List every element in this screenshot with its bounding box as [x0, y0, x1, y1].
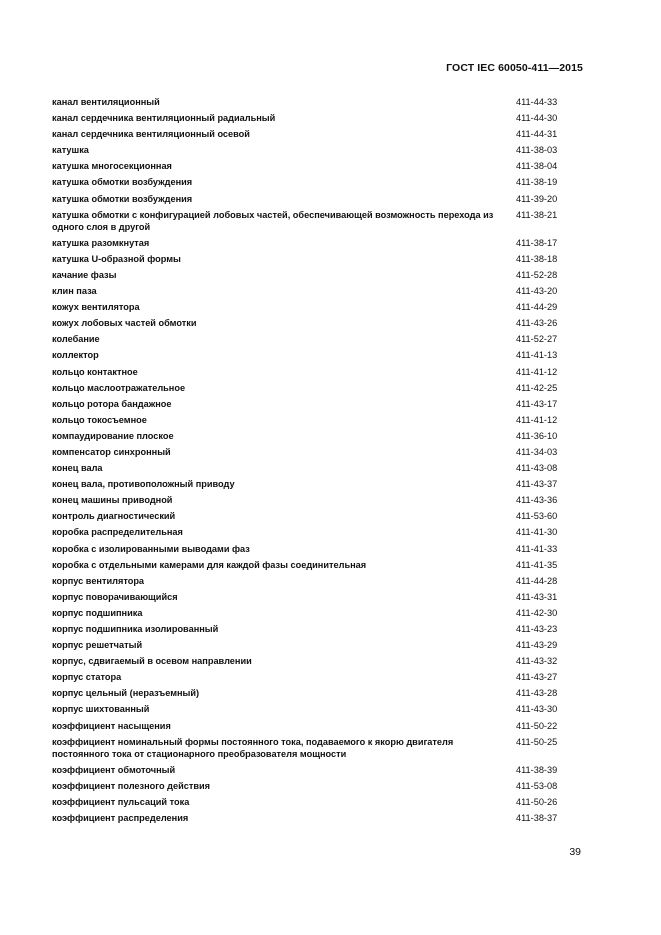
entry-code: 411-36-10 — [516, 430, 558, 441]
entry-term: катушка обмотки с конфигурацией лобовых частей, обеспечивающей возможность перехода из одного слоя в другой — [52, 209, 494, 232]
entry-term: конец вала — [52, 463, 103, 474]
entry-term: коробка с отдельными камерами для каждой фазы соединительная — [52, 559, 367, 570]
entry-code: 411-38-03 — [516, 145, 558, 156]
index-entry — [52, 494, 580, 506]
index-entry — [52, 703, 580, 715]
index-entry — [52, 446, 580, 458]
entry-code: 411-42-25 — [516, 382, 558, 393]
entry-code: 411-52-27 — [516, 334, 558, 345]
entry-term: конец машины приводной — [52, 495, 173, 506]
entry-code: 411-41-12 — [516, 366, 558, 377]
entry-code: 411-43-31 — [516, 591, 558, 602]
entry-term: корпус подшипника — [52, 607, 143, 618]
entry-term: коробка с изолированными выводами фаз — [52, 543, 250, 554]
index-entry — [52, 526, 580, 538]
entry-code: 411-43-23 — [516, 624, 558, 634]
entry-term: кольцо токосъемное — [52, 414, 147, 425]
index-entry — [52, 237, 580, 249]
entry-term: катушка обмотки возбуждения — [52, 193, 193, 204]
index-entry — [52, 269, 580, 281]
entry-term: кольцо маслоотражательное — [52, 382, 186, 393]
index-entry — [52, 812, 580, 824]
entry-code: 411-38-17 — [516, 237, 558, 248]
index-entry — [52, 720, 580, 732]
entry-code: 411-41-33 — [516, 543, 558, 554]
entry-code: 411-44-31 — [516, 129, 558, 140]
index-entry — [52, 414, 580, 426]
index-entry — [52, 655, 580, 667]
entry-term: канал сердечника вентиляционный радиальный — [52, 113, 276, 124]
index-entry — [52, 317, 580, 329]
entry-term: коллектор — [52, 350, 99, 361]
entry-code: 411-42-30 — [516, 607, 558, 618]
entry-term: катушка разомкнутая — [52, 237, 150, 248]
index-entry — [52, 687, 580, 699]
entry-code: 411-43-17 — [516, 398, 558, 409]
index-entry — [52, 209, 580, 233]
index-entry — [52, 430, 580, 442]
entry-code: 411-43-27 — [516, 672, 558, 683]
index-entry — [52, 176, 580, 188]
index-entry — [52, 160, 580, 172]
entry-term: кожух лобовых частей обмотки — [52, 318, 197, 329]
entry-term: корпус, сдвигаемый в осевом направлении — [52, 656, 252, 667]
index-entry — [52, 736, 580, 760]
index-entry — [52, 333, 580, 345]
entry-code: 411-50-22 — [516, 720, 558, 731]
index-entry — [52, 301, 580, 313]
entry-term: коэффициент распределения — [52, 813, 189, 824]
entry-code: 411-50-25 — [516, 736, 558, 747]
entry-term: корпус подшипника изолированный — [52, 624, 219, 634]
entry-term: канал сердечника вентиляционный осевой — [52, 129, 250, 140]
entry-code: 411-43-28 — [516, 688, 558, 699]
index-entry — [52, 510, 580, 522]
index-entry — [52, 253, 580, 265]
index-entry — [52, 780, 580, 792]
entry-code: 411-41-13 — [516, 350, 558, 361]
entry-code: 411-43-37 — [516, 479, 558, 490]
entry-term: коэффициент насыщения — [52, 720, 171, 731]
entry-code: 411-52-28 — [516, 269, 558, 280]
entry-term: коэффициент полезного действия — [52, 780, 210, 791]
entry-code: 411-38-21 — [516, 209, 558, 220]
entry-code: 411-41-30 — [516, 527, 558, 538]
entry-code: 411-50-26 — [516, 796, 558, 807]
index-entry — [52, 144, 580, 156]
index-entry — [52, 764, 580, 776]
entry-code: 411-53-08 — [516, 780, 558, 791]
index-entry — [52, 671, 580, 683]
index-entry — [52, 96, 580, 108]
index-entry — [52, 796, 580, 808]
index-entry — [52, 462, 580, 474]
entry-term: катушка многосекционная — [52, 161, 172, 172]
index-entry — [52, 478, 580, 490]
index-entry — [52, 575, 580, 587]
entry-code: 411-43-20 — [516, 286, 558, 297]
entry-code: 411-43-26 — [516, 318, 558, 329]
entry-code: 411-38-39 — [516, 764, 558, 775]
index-entry — [52, 398, 580, 410]
entry-term: корпус шихтованный — [52, 704, 150, 715]
entry-code: 411-44-30 — [516, 113, 558, 124]
index-entry — [52, 559, 580, 571]
entry-term: колебание — [52, 334, 100, 345]
entry-term: коробка распределительная — [52, 527, 183, 538]
entry-term: корпус вентилятора — [52, 575, 145, 586]
entry-code: 411-43-36 — [516, 495, 558, 506]
index-entry — [52, 112, 580, 124]
entry-code: 411-41-12 — [516, 414, 558, 425]
entry-term: компаудирование плоское — [52, 430, 174, 441]
entry-term: катушка — [52, 145, 89, 156]
index-entry — [52, 285, 580, 297]
entry-code: 411-43-08 — [516, 463, 558, 474]
entry-term: катушка U-образной формы — [52, 253, 181, 264]
entry-term: канал вентиляционный — [52, 97, 160, 107]
entry-code: 411-34-03 — [516, 446, 558, 457]
entry-term: контроль диагностический — [52, 511, 176, 522]
entry-code: 411-44-28 — [516, 575, 558, 586]
entry-term: корпус поворачивающийся — [52, 591, 178, 602]
entry-term: корпус цельный (неразъемный) — [52, 688, 200, 699]
entry-term: компенсатор синхронный — [52, 446, 171, 457]
term-index-list — [52, 96, 580, 828]
index-entry — [52, 366, 580, 378]
entry-code: 411-44-29 — [516, 302, 558, 313]
entry-term: коэффициент обмоточный — [52, 764, 176, 775]
entry-term: корпус статора — [52, 672, 122, 683]
index-entry — [52, 128, 580, 140]
index-entry — [52, 349, 580, 361]
index-entry — [52, 623, 580, 635]
index-entry — [52, 607, 580, 619]
index-entry — [52, 591, 580, 603]
entry-code: 411-44-33 — [516, 97, 558, 107]
entry-term: коэффициент номинальный формы постоянного тока, подаваемого к якорю двигателя постоянного тока от стационарного преобразователя мощности — [52, 736, 454, 759]
entry-code: 411-41-35 — [516, 559, 558, 570]
entry-term: корпус решетчатый — [52, 640, 143, 651]
index-entry — [52, 382, 580, 394]
entry-term: кольцо контактное — [52, 366, 138, 377]
index-entry — [52, 639, 580, 651]
entry-code: 411-53-60 — [516, 511, 558, 522]
entry-term: качание фазы — [52, 269, 117, 280]
entry-code: 411-43-29 — [516, 640, 558, 651]
entry-term: коэффициент пульсаций тока — [52, 796, 190, 807]
entry-term: клин паза — [52, 286, 97, 297]
entry-code: 411-38-18 — [516, 253, 558, 264]
entry-term: кожух вентилятора — [52, 302, 140, 313]
entry-code: 411-38-04 — [516, 161, 558, 172]
page-number: 39 — [569, 846, 581, 858]
entry-code: 411-39-20 — [516, 193, 558, 204]
index-entry — [52, 543, 580, 555]
index-entry — [52, 193, 580, 205]
entry-term: катушка обмотки возбуждения — [52, 177, 193, 188]
entry-term: конец вала, противоположный приводу — [52, 479, 235, 490]
entry-code: 411-43-32 — [516, 656, 558, 667]
entry-code: 411-43-30 — [516, 704, 558, 715]
standard-header: ГОСТ IEC 60050-411—2015 — [446, 62, 583, 74]
entry-code: 411-38-19 — [516, 177, 558, 188]
entry-code: 411-38-37 — [516, 813, 558, 824]
entry-term: кольцо ротора бандажное — [52, 398, 172, 409]
